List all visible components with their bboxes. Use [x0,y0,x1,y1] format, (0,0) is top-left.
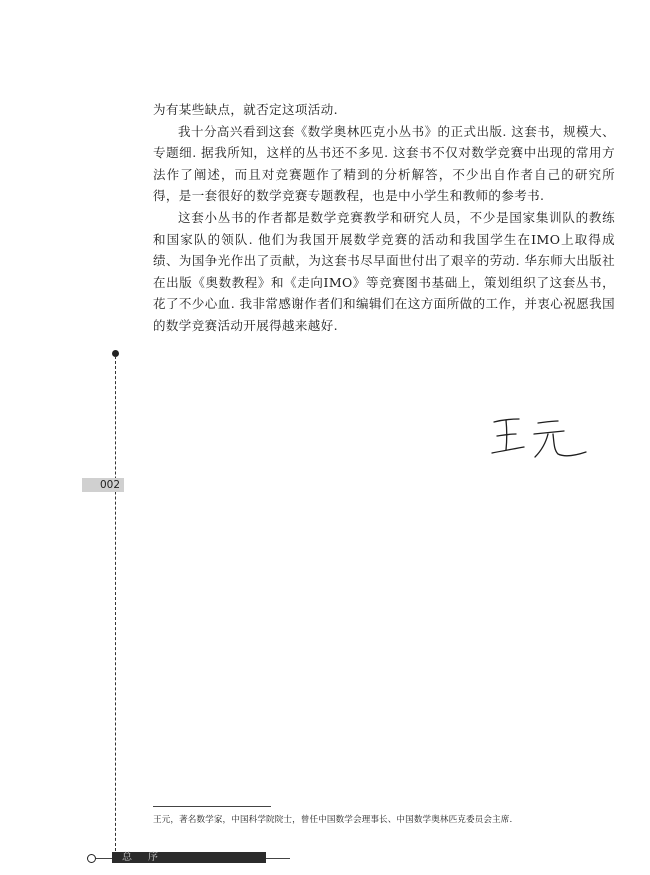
page-number: 002 [82,478,124,492]
bottom-circle-marker [87,854,96,863]
margin-dashed-line [115,356,116,861]
paragraph-book-series: 我十分高兴看到这套《数学奥林匹克小丛书》的正式出版. 这套书，规模大、专题细. 据我所知，这样的丛书还不多见. 这套书不仅对数学竞赛中出现的常用方法作了阐述，而且对竞赛题作了精到的分析解答，不少出自作者自己的研究所得，是一套很好的数学竞赛专题教程，也是中小学生和教师的参考书. [153,123,615,204]
footnote-rule [153,806,271,807]
section-label: 总序 [122,852,174,863]
body-text [153,99,615,337]
footnote: 王元，著名数学家，中国科学院院士，曾任中国数学会理事长、中国数学奥林匹克委员会主席. [153,815,513,825]
handwritten-signature [486,410,596,470]
paragraph-authors: 这套小丛书的作者都是数学竞赛教学和研究人员，不少是国家集训队的教练和国家队的领队. 他们为我国开展数学竞赛的活动和我国学生在IMO上取得成绩、为国争光作出了贡献，为这套书尽早面世付出了艰辛的劳动. 华东师大出版社在出版《奥数教程》和《走向IMO》等竞赛图书基础上，策划组织了这套丛书，花了不少心血. 我非常感谢作者们和编辑们在这方面所做的工作，并衷心祝愿我国的数学竞赛活动开展得越来越好. [153,209,615,333]
paragraph-continuation: 为有某些缺点，就否定这项活动. [153,102,338,117]
